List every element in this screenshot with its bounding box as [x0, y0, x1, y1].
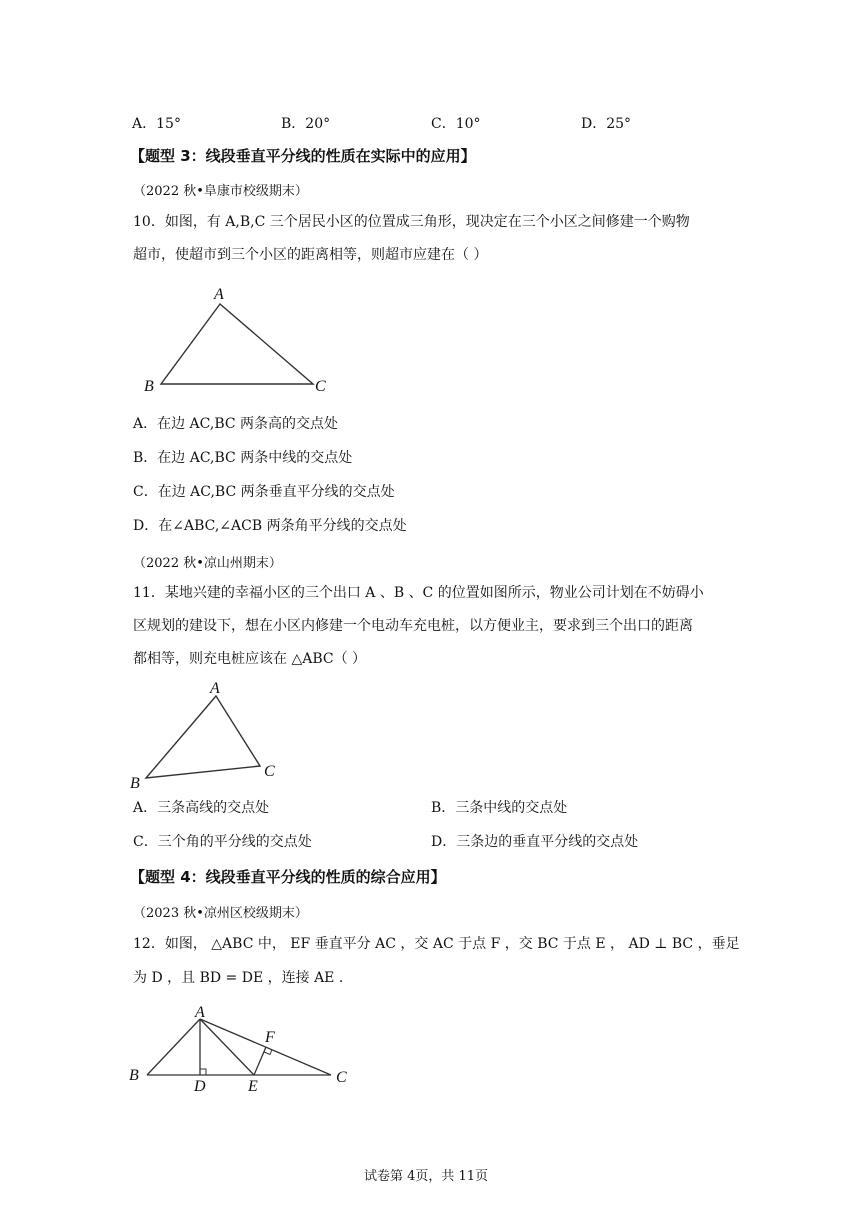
q10-triangle-figure — [140, 282, 340, 397]
q12-source: （2023 秋•凉州区校级期末） — [133, 906, 308, 921]
segment-ae — [200, 1019, 254, 1075]
q11-triangle-figure — [128, 678, 288, 793]
q11-option-a: A．三条高线的交点处 — [133, 800, 270, 816]
q12-triangle-figure — [125, 1002, 365, 1097]
q10-option-d: D．在∠ABC,∠ACB 两条角平分线的交点处 — [133, 518, 407, 534]
vertex-label-a: A — [210, 680, 220, 697]
q11-option-b: B．三条中线的交点处 — [431, 800, 568, 816]
option-letter: D． — [581, 116, 607, 132]
option-text: 10° — [455, 116, 481, 132]
vertex-label-c: C — [264, 763, 275, 780]
q11-stem-line-3: 都相等，则充电桩应该在 △ABC（ ） — [133, 651, 367, 667]
q9-option-a — [132, 113, 181, 133]
vertex-label-a: A — [195, 1004, 205, 1021]
vertex-label-f: F — [265, 1029, 275, 1046]
q9-option-c — [431, 113, 481, 133]
vertex-label-b: B — [144, 378, 154, 395]
q11-stem-line-2: 区规划的建设下，想在小区内修建一个电动车充电桩，以方便业主，要求到三个出口的距离 — [133, 618, 693, 634]
option-letter: B． — [281, 116, 306, 132]
vertex-label-d: D — [194, 1078, 206, 1095]
vertex-label-b: B — [129, 1067, 139, 1084]
right-angle-mark-d — [200, 1069, 206, 1075]
q10-option-c: C．在边 AC,BC 两条垂直平分线的交点处 — [133, 484, 395, 500]
q10-stem-line-2: 超市，使超市到三个小区的距离相等，则超市应建在（ ） — [133, 247, 488, 263]
q11-option-c: C．三个角的平分线的交点处 — [133, 834, 312, 850]
vertex-label-b: B — [130, 775, 140, 792]
q9-option-b — [281, 113, 330, 133]
option-text: 20° — [305, 116, 331, 132]
segment-ef — [254, 1047, 266, 1075]
triangle-abc — [161, 304, 313, 384]
q9-option-d — [581, 113, 631, 133]
q11-stem-line-1: 11．某地兴建的幸福小区的三个出口 A 、B 、C 的位置如图所示，物业公司计划在不妨碍小 — [133, 585, 704, 601]
vertex-label-e: E — [248, 1078, 258, 1095]
q12-stem-line-2: 为 D ，且 BD = DE ，连接 AE . — [133, 970, 344, 986]
vertex-label-a: A — [214, 286, 224, 303]
vertex-label-c: C — [336, 1069, 347, 1086]
section-3-heading: 【题型 3：线段垂直平分线的性质在实际中的应用】 — [130, 147, 476, 165]
page-footer: 试卷第 4页，共 11页 — [364, 1169, 489, 1184]
option-letter: A． — [132, 116, 157, 132]
q11-option-d: D．三条边的垂直平分线的交点处 — [431, 834, 639, 850]
q10-source: （2022 秋•阜康市校级期末） — [133, 184, 308, 199]
q10-option-a: A．在边 AC,BC 两条高的交点处 — [133, 416, 339, 432]
option-letter: C． — [431, 116, 456, 132]
q10-option-b: B．在边 AC,BC 两条中线的交点处 — [133, 450, 353, 466]
q11-source: （2022 秋•凉山州期末） — [133, 556, 282, 571]
q10-stem-line-1: 10．如图，有 A,B,C 三个居民小区的位置成三角形，现决定在三个小区之间修建一个购物 — [133, 214, 690, 230]
triangle-abc — [146, 696, 260, 778]
option-text: 25° — [606, 116, 632, 132]
q12-stem-line-1: 12．如图， △ABC 中， EF 垂直平分 AC ，交 AC 于点 F ，交 BC 于点 E ， AD ⊥ BC ，垂足 — [133, 936, 740, 952]
segment-ab — [147, 1019, 200, 1075]
section-4-heading: 【题型 4：线段垂直平分线的性质的综合应用】 — [130, 868, 446, 886]
option-text: 15° — [156, 116, 181, 132]
vertex-label-c: C — [315, 378, 326, 395]
